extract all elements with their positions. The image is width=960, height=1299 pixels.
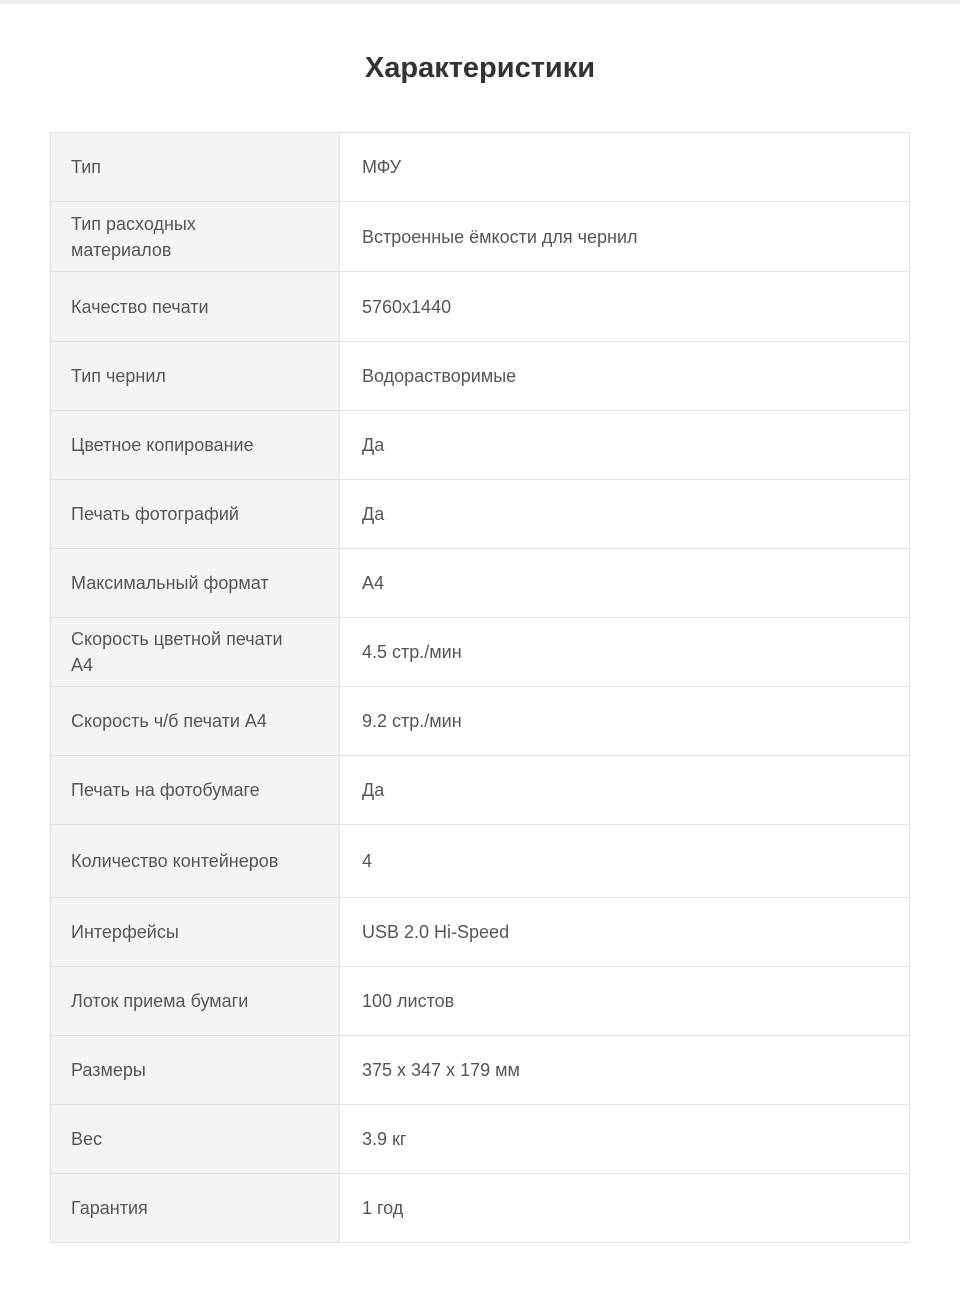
spec-label: Лоток приема бумаги [71, 991, 249, 1011]
spec-value-cell [340, 687, 910, 756]
spec-value: Встроенные ёмкости для чернил [362, 226, 638, 247]
table-row [51, 411, 910, 480]
table-row [51, 967, 910, 1036]
spec-label: Печать на фотобумаге [71, 780, 260, 800]
spec-label: Цветное копирование [71, 435, 254, 455]
spec-value: Да [362, 504, 385, 524]
spec-value-cell [340, 480, 910, 549]
table-row [51, 1036, 910, 1105]
spec-value-cell [340, 1036, 910, 1105]
table-row [51, 272, 910, 342]
spec-label-cell [51, 272, 340, 342]
spec-label-cell [51, 342, 340, 411]
spec-label-cell [51, 202, 340, 272]
spec-value-cell [340, 1105, 910, 1174]
spec-value-cell [340, 549, 910, 618]
spec-label-cell [51, 618, 340, 687]
spec-label-cell [51, 1105, 340, 1174]
spec-value-cell [340, 342, 910, 411]
spec-label: Максимальный формат [71, 573, 269, 593]
spec-value-cell [340, 1174, 910, 1243]
table-row [51, 898, 910, 967]
spec-label-cell [51, 549, 340, 618]
spec-label: Скорость цветной печати A4 [71, 629, 283, 675]
spec-value: A4 [362, 573, 385, 593]
table-row [51, 202, 910, 272]
spec-value-cell [340, 411, 910, 480]
table-row [51, 1174, 910, 1243]
spec-label-cell [51, 480, 340, 549]
spec-value: Водорастворимые [362, 366, 517, 386]
spec-label-cell [51, 825, 340, 898]
spec-value-cell [340, 825, 910, 898]
spec-value-cell [340, 202, 910, 272]
table-row [51, 756, 910, 825]
table-row [51, 1105, 910, 1174]
table-row [51, 342, 910, 411]
spec-label-cell [51, 898, 340, 967]
spec-value: 9.2 стр./мин [362, 711, 462, 731]
spec-value-cell [340, 133, 910, 202]
spec-value: 375 x 347 x 179 мм [362, 1060, 520, 1080]
spec-value: 5760x1440 [362, 296, 452, 317]
page-title: Характеристики [364, 52, 596, 84]
spec-label: Количество контейнеров [71, 851, 279, 871]
spec-value: 1 год [362, 1198, 404, 1218]
specs-table [50, 132, 910, 1243]
table-row [51, 618, 910, 687]
spec-label: Тип чернил [71, 366, 166, 386]
spec-label: Гарантия [71, 1198, 148, 1218]
spec-label: Скорость ч/б печати A4 [71, 711, 267, 731]
spec-value-cell [340, 967, 910, 1036]
spec-label: Тип [71, 157, 102, 177]
spec-value: USB 2.0 Hi-Speed [362, 922, 510, 942]
spec-label-cell [51, 967, 340, 1036]
top-divider [0, 0, 960, 4]
spec-label-cell [51, 411, 340, 480]
spec-value-cell [340, 756, 910, 825]
table-row [51, 133, 910, 202]
spec-value-cell [340, 272, 910, 342]
spec-value-cell [340, 618, 910, 687]
table-row [51, 825, 910, 898]
spec-label-cell [51, 133, 340, 202]
spec-value-cell [340, 898, 910, 967]
spec-value: Да [362, 780, 385, 800]
spec-label-cell [51, 687, 340, 756]
spec-value: Да [362, 435, 385, 455]
spec-value: 4.5 стр./мин [362, 642, 462, 662]
spec-label: Тип расходных материалов [71, 213, 196, 260]
table-row [51, 687, 910, 756]
spec-label: Печать фотографий [71, 504, 239, 524]
spec-value: 3.9 кг [362, 1129, 407, 1149]
spec-label-cell [51, 1174, 340, 1243]
spec-label: Вес [71, 1129, 103, 1149]
spec-label: Качество печати [71, 296, 209, 317]
table-row [51, 549, 910, 618]
spec-label: Интерфейсы [71, 922, 179, 942]
table-row [51, 480, 910, 549]
spec-value: МФУ [362, 157, 402, 177]
spec-label-cell [51, 756, 340, 825]
spec-label: Размеры [71, 1060, 146, 1080]
spec-value: 4 [362, 851, 373, 871]
spec-value: 100 листов [362, 991, 455, 1011]
spec-label-cell [51, 1036, 340, 1105]
